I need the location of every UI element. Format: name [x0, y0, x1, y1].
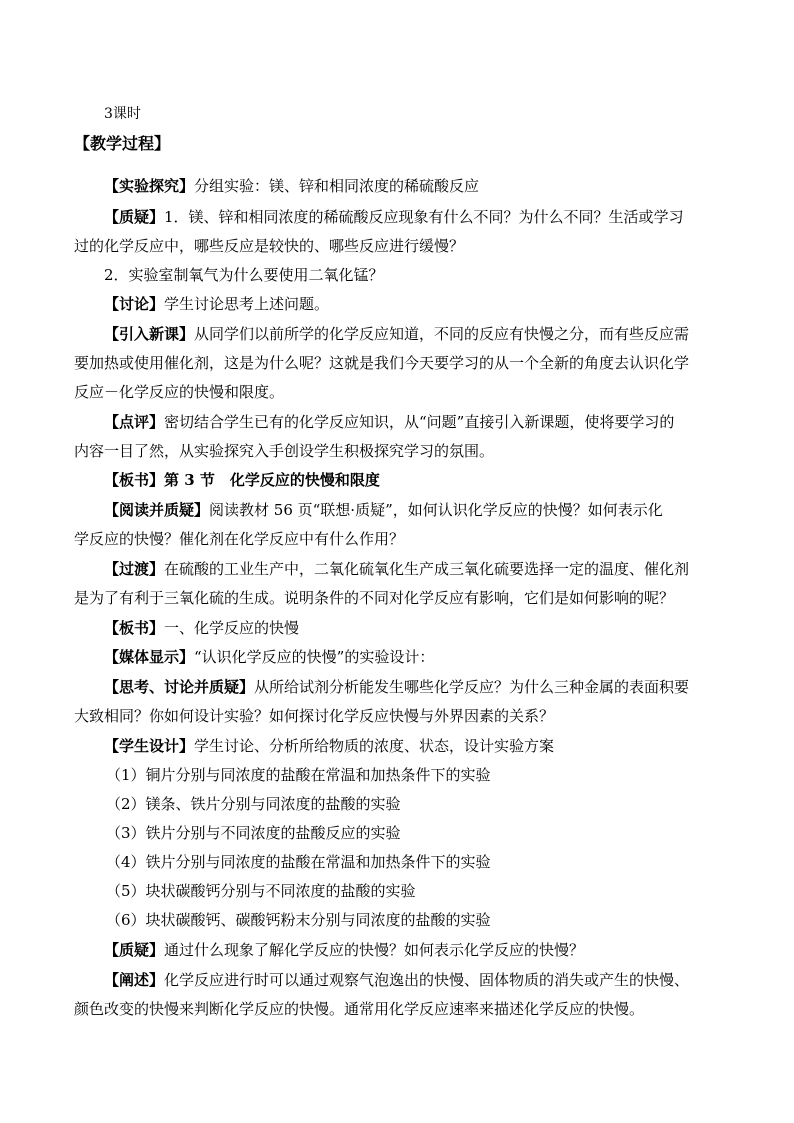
- section-title: 【教学过程】: [74, 134, 171, 153]
- paragraph-text: 阅读教材 56 页“联想·质疑”，如何认识化学反应的快慢？如何表示化: [209, 501, 663, 519]
- class-hour: 3课时: [104, 106, 141, 122]
- paragraph-text: 学生讨论思考上述问题。: [164, 295, 330, 313]
- paragraph-board-subtitle: [104, 618, 299, 638]
- paragraph-text: 密切结合学生已有的化学反应知识，从“问题”直接引入新课题，使将要学习的: [164, 413, 675, 431]
- paragraph-board-title: [104, 470, 380, 490]
- tag-label: 【引入新课】: [104, 325, 195, 343]
- paragraph-text: “认识化学反应的快慢”的实验设计：: [194, 648, 435, 666]
- tag-label: 【点评】: [104, 413, 165, 431]
- paragraph-transition-cont: 是为了有利于三氧化硫的生成。说明条件的不同对化学反应有影响，它们是如何影响的呢？: [74, 589, 675, 607]
- tag-label: 【板书】: [104, 471, 165, 489]
- paragraph-discussion: [104, 294, 329, 314]
- tag-label: 【板书】: [104, 619, 165, 637]
- tag-label: 【质疑】: [104, 941, 165, 959]
- paragraph-explanation-cont: 颜色改变的快慢来判断化学反应的快慢。通常用化学反应速率来描述化学反应的快慢。: [74, 1000, 645, 1018]
- tag-label: 【思考、讨论并质疑】: [104, 678, 255, 696]
- list-item: （5）块状碳酸钙分别与不同浓度的盐酸的实验: [106, 882, 416, 900]
- paragraph-text: 一、化学反应的快慢: [164, 619, 300, 637]
- list-item: （2）镁条、铁片分别与同浓度的盐酸的实验: [106, 795, 401, 813]
- paragraph-text: 通过什么现象了解化学反应的快慢？如何表示化学反应的快慢？: [164, 941, 585, 959]
- paragraph-text: 从所给试剂分析能发生哪些化学反应？为什么三种金属的表面积要: [254, 678, 690, 696]
- list-item: （1）铜片分别与同浓度的盐酸在常温和加热条件下的实验: [106, 766, 491, 784]
- paragraph-introduction-cont: 要加热或使用催化剂，这是为什么呢？这就是我们今天要学习的从一个全新的角度去认识化学: [74, 354, 690, 372]
- paragraph-thinking: [104, 677, 689, 697]
- paragraph-thinking-cont: 大致相同？你如何设计实验？如何探讨化学反应快慢与外界因素的关系？: [74, 707, 555, 725]
- tag-label: 【学生设计】: [104, 737, 195, 755]
- tag-label: 【实验探究】: [104, 177, 195, 195]
- paragraph-experiment: [104, 176, 479, 196]
- paragraph-question-2: 2．实验室制氧气为什么要使用二氧化锰？: [104, 266, 384, 284]
- tag-label: 【过渡】: [104, 560, 165, 578]
- paragraph-question-1: [104, 207, 684, 227]
- paragraph-text: 第 3 节 化学反应的快慢和限度: [164, 471, 380, 489]
- paragraph-explanation: [104, 970, 689, 990]
- paragraph-introduction: [104, 324, 689, 344]
- list-item: （4）铁片分别与同浓度的盐酸在常温和加热条件下的实验: [106, 853, 491, 871]
- paragraph-comment: [104, 412, 674, 432]
- list-item: （6）块状碳酸钙、碳酸钙粉末分别与同浓度的盐酸的实验: [106, 911, 491, 929]
- paragraph-text: 学生讨论、分析所给物质的浓度、状态，设计实验方案: [194, 737, 555, 755]
- paragraph-text: 在硫酸的工业生产中，二氧化硫氧化生产成三氧化硫要选择一定的温度、催化剂: [164, 560, 690, 578]
- paragraph-text: 化学反应进行时可以通过观察气泡逸出的快慢、固体物质的消失或产生的快慢、: [164, 971, 690, 989]
- paragraph-text: 1．镁、锌和相同浓度的稀硫酸反应现象有什么不同？为什么不同？生活或学习: [164, 208, 684, 226]
- paragraph-student-design: [104, 736, 554, 756]
- tag-label: 【媒体显示】: [104, 648, 195, 666]
- list-item: （3）铁片分别与不同浓度的盐酸反应的实验: [106, 824, 401, 842]
- paragraph-text: 分组实验：镁、锌和相同浓度的稀硫酸反应: [194, 177, 480, 195]
- paragraph-comment-cont: 内容一目了然，从实验探究入手创设学生积极探究学习的氛围。: [74, 442, 495, 460]
- paragraph-question-3: [104, 940, 584, 960]
- paragraph-reading: [104, 500, 663, 520]
- tag-label: 【质疑】: [104, 208, 165, 226]
- paragraph-transition: [104, 559, 689, 579]
- paragraph-reading-cont: 学反应的快慢？催化剂在化学反应中有什么作用？: [74, 530, 405, 548]
- tag-label: 【阅读并质疑】: [104, 501, 210, 519]
- paragraph-introduction-cont: 反应－化学反应的快慢和限度。: [74, 383, 285, 401]
- tag-label: 【讨论】: [104, 295, 165, 313]
- tag-label: 【阐述】: [104, 971, 165, 989]
- paragraph-question-1-cont: 过的化学反应中，哪些反应是较快的、哪些反应进行缓慢？: [74, 237, 465, 255]
- paragraph-media: [104, 647, 434, 667]
- paragraph-text: 从同学们以前所学的化学反应知道，不同的反应有快慢之分，而有些反应需: [194, 325, 690, 343]
